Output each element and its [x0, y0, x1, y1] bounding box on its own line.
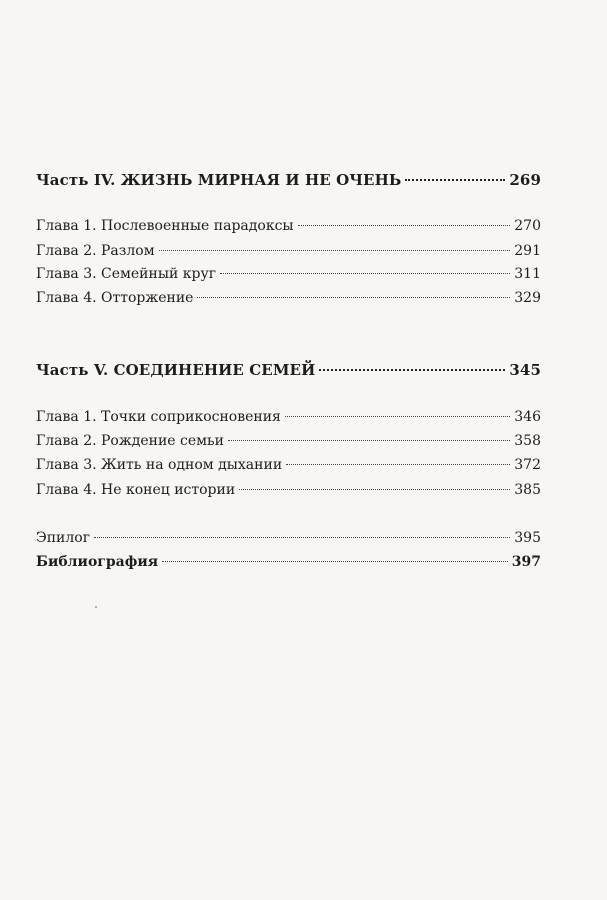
toc-epilogue	[36, 530, 541, 546]
page-number: 311	[514, 266, 541, 282]
page-number: 291	[514, 243, 541, 259]
chapter-title: Глава 4. Не конец истории	[36, 482, 236, 498]
dot-leader	[319, 369, 505, 371]
dot-leader	[220, 273, 510, 274]
dot-leader	[239, 489, 510, 490]
dot-leader	[286, 464, 510, 465]
chapter-title: Глава 3. Жить на одном дыхании	[36, 457, 283, 473]
dot-leader	[197, 297, 510, 298]
page-number: 270	[514, 218, 541, 234]
paper-speck	[95, 606, 97, 608]
chapter-title: Глава 2. Разлом	[36, 243, 155, 259]
toc-chapter	[36, 433, 541, 449]
page-number: 397	[511, 554, 541, 570]
part-title: Часть IV. ЖИЗНЬ МИРНАЯ И НЕ ОЧЕНЬ	[36, 171, 402, 189]
part-title: Часть V. СОЕДИНЕНИЕ СЕМЕЙ	[36, 361, 316, 379]
bibliography-title: Библиография	[36, 554, 159, 570]
page-number: 346	[514, 409, 541, 425]
toc-chapter	[36, 290, 541, 306]
dot-leader	[285, 416, 510, 417]
chapter-title: Глава 1. Точки соприкосновения	[36, 409, 281, 425]
dot-leader	[162, 561, 508, 562]
page-number: 395	[514, 530, 541, 546]
toc-chapter	[36, 243, 541, 259]
chapter-title: Глава 1. Послевоенные парадоксы	[36, 218, 294, 234]
chapter-title: Глава 3. Семейный круг	[36, 266, 217, 282]
toc-part-4	[36, 171, 541, 189]
page-number: 329	[514, 290, 541, 306]
dot-leader	[159, 250, 511, 251]
toc-chapter	[36, 266, 541, 282]
page-number: 269	[509, 171, 541, 189]
page-number: 372	[514, 457, 541, 473]
toc-chapter	[36, 218, 541, 234]
toc-chapter	[36, 482, 541, 498]
page-number: 345	[509, 361, 541, 379]
toc-part-5	[36, 361, 541, 379]
dot-leader	[298, 225, 511, 226]
toc-bibliography	[36, 554, 541, 570]
page-number: 358	[514, 433, 541, 449]
page-number: 385	[514, 482, 541, 498]
toc-chapter	[36, 409, 541, 425]
dot-leader	[228, 440, 510, 441]
dot-leader	[405, 179, 505, 181]
chapter-title: Глава 4. Отторжение	[36, 290, 194, 306]
dot-leader	[94, 537, 510, 538]
epilogue-title: Эпилог	[36, 530, 91, 546]
chapter-title: Глава 2. Рождение семьи	[36, 433, 224, 449]
toc-chapter	[36, 457, 541, 473]
